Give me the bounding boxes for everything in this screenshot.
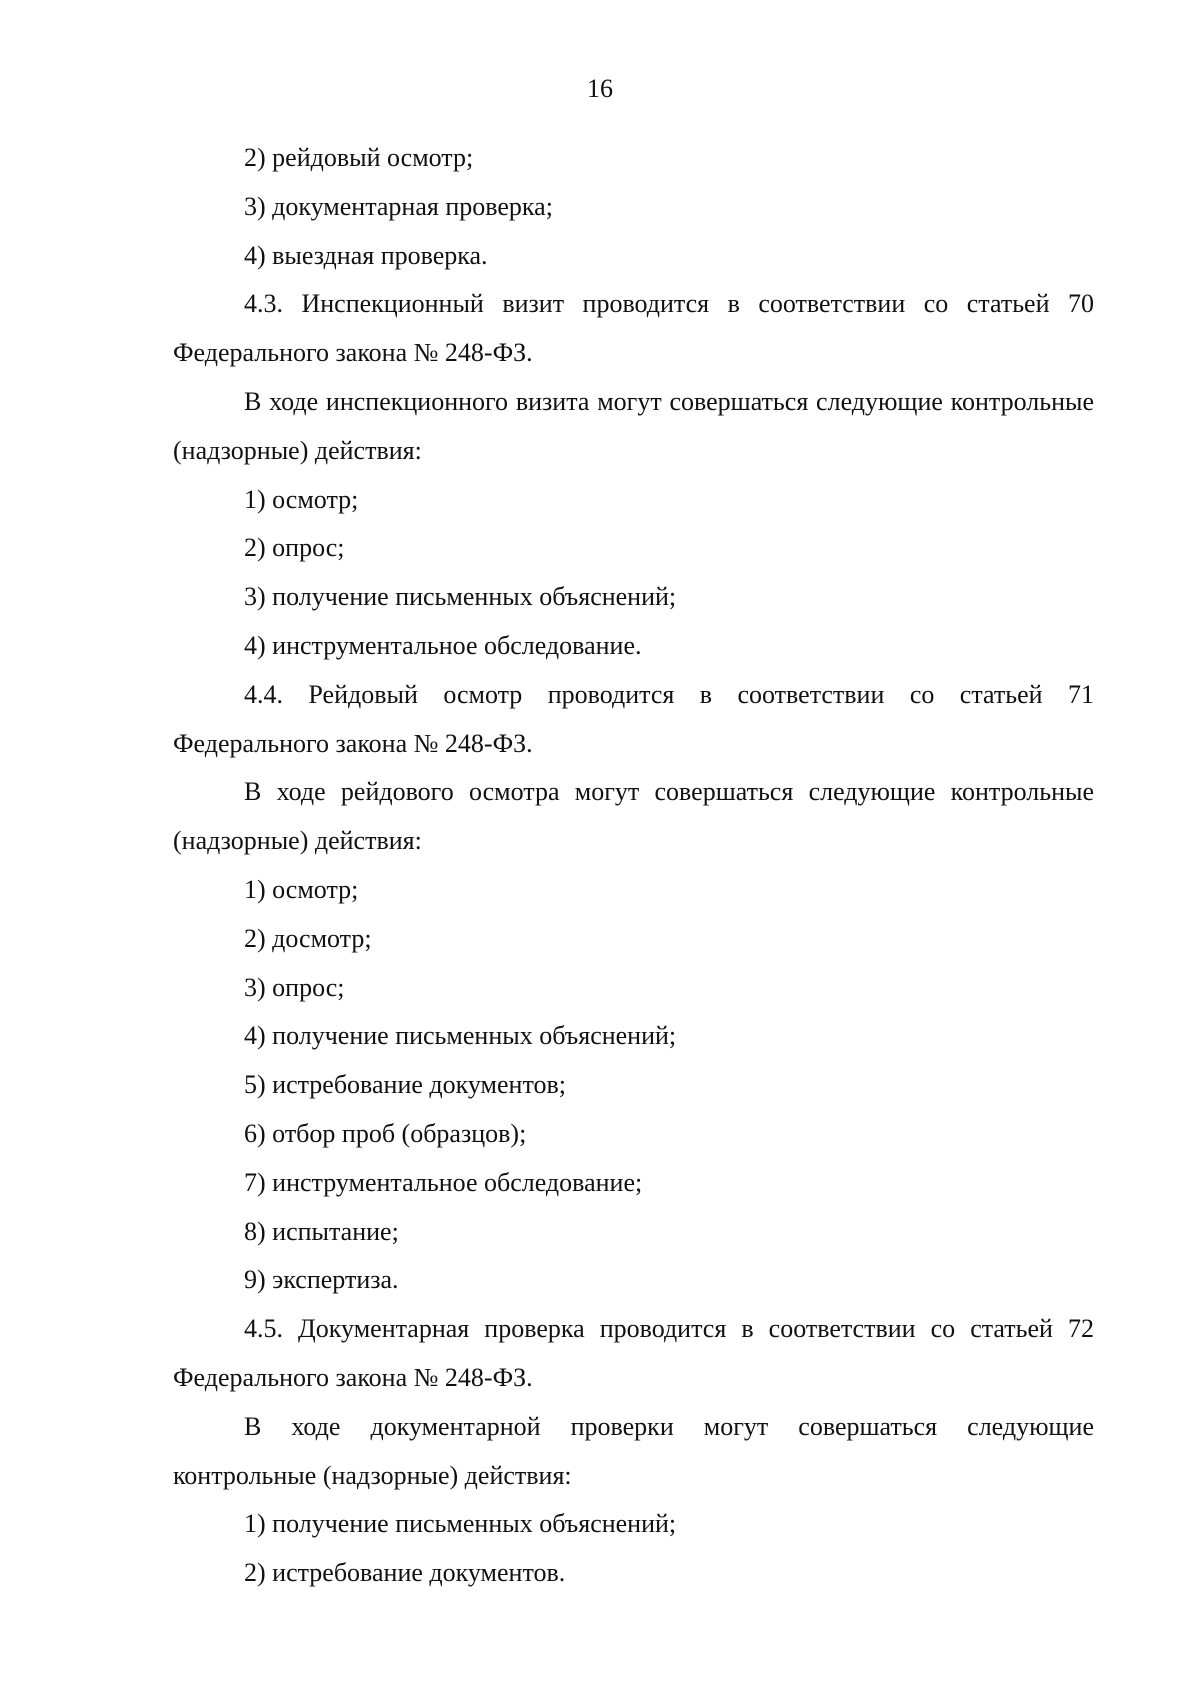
document-body [173, 134, 1094, 1598]
list-item: 2) опрос; [244, 533, 345, 563]
paragraph-raid-inspection-actions: В ходе рейдового осмотра могут совершаться следующие контрольные (надзорные) действия: [173, 777, 1094, 856]
section-paragraph-4-5: 4.5. Документарная проверка проводится в соответствии со статьей 72 Федерального закона № 248-ФЗ. [173, 1314, 1094, 1392]
list-item: 1) осмотр; [244, 484, 359, 514]
paragraph-documentary-check-actions: В ходе документарной проверки могут совершаться следующие контрольные (надзорные) действия: [173, 1411, 1094, 1490]
section-paragraph-4-3: 4.3. Инспекционный визит проводится в соответствии со статьей 70 Федерального закона № 248-ФЗ. [173, 289, 1094, 368]
list-item: 5) истребование документов; [244, 1070, 566, 1100]
list-item: 2) досмотр; [244, 923, 372, 953]
list-item: 2) рейдовый осмотр; [244, 143, 474, 172]
list-item: 4) получение письменных объяснений; [244, 1021, 677, 1051]
section-paragraph-4-4: 4.4. Рейдовый осмотр проводится в соответствии со статьей 71 Федерального закона № 248-ФЗ. [173, 679, 1094, 758]
page-number: 16 [587, 74, 613, 103]
list-item: 7) инструментальное обследование; [244, 1167, 643, 1197]
paragraph-inspection-visit-actions: В ходе инспекционного визита могут совершаться следующие контрольные (надзорные) действия: [173, 386, 1094, 465]
list-item: 6) отбор проб (образцов); [244, 1118, 527, 1148]
list-item: 1) осмотр; [244, 874, 359, 904]
list-item: 9) экспертиза. [244, 1265, 399, 1295]
list-item: 3) получение письменных объяснений; [244, 582, 677, 612]
list-item: 2) истребование документов. [244, 1558, 566, 1588]
list-item: 1) получение письменных объяснений; [244, 1509, 677, 1539]
list-item: 4) выездная проверка. [244, 240, 488, 270]
list-item: 3) опрос; [244, 972, 345, 1002]
list-item: 3) документарная проверка; [244, 191, 553, 221]
list-item: 4) инструментальное обследование. [244, 630, 642, 660]
list-item: 8) испытание; [244, 1216, 399, 1246]
